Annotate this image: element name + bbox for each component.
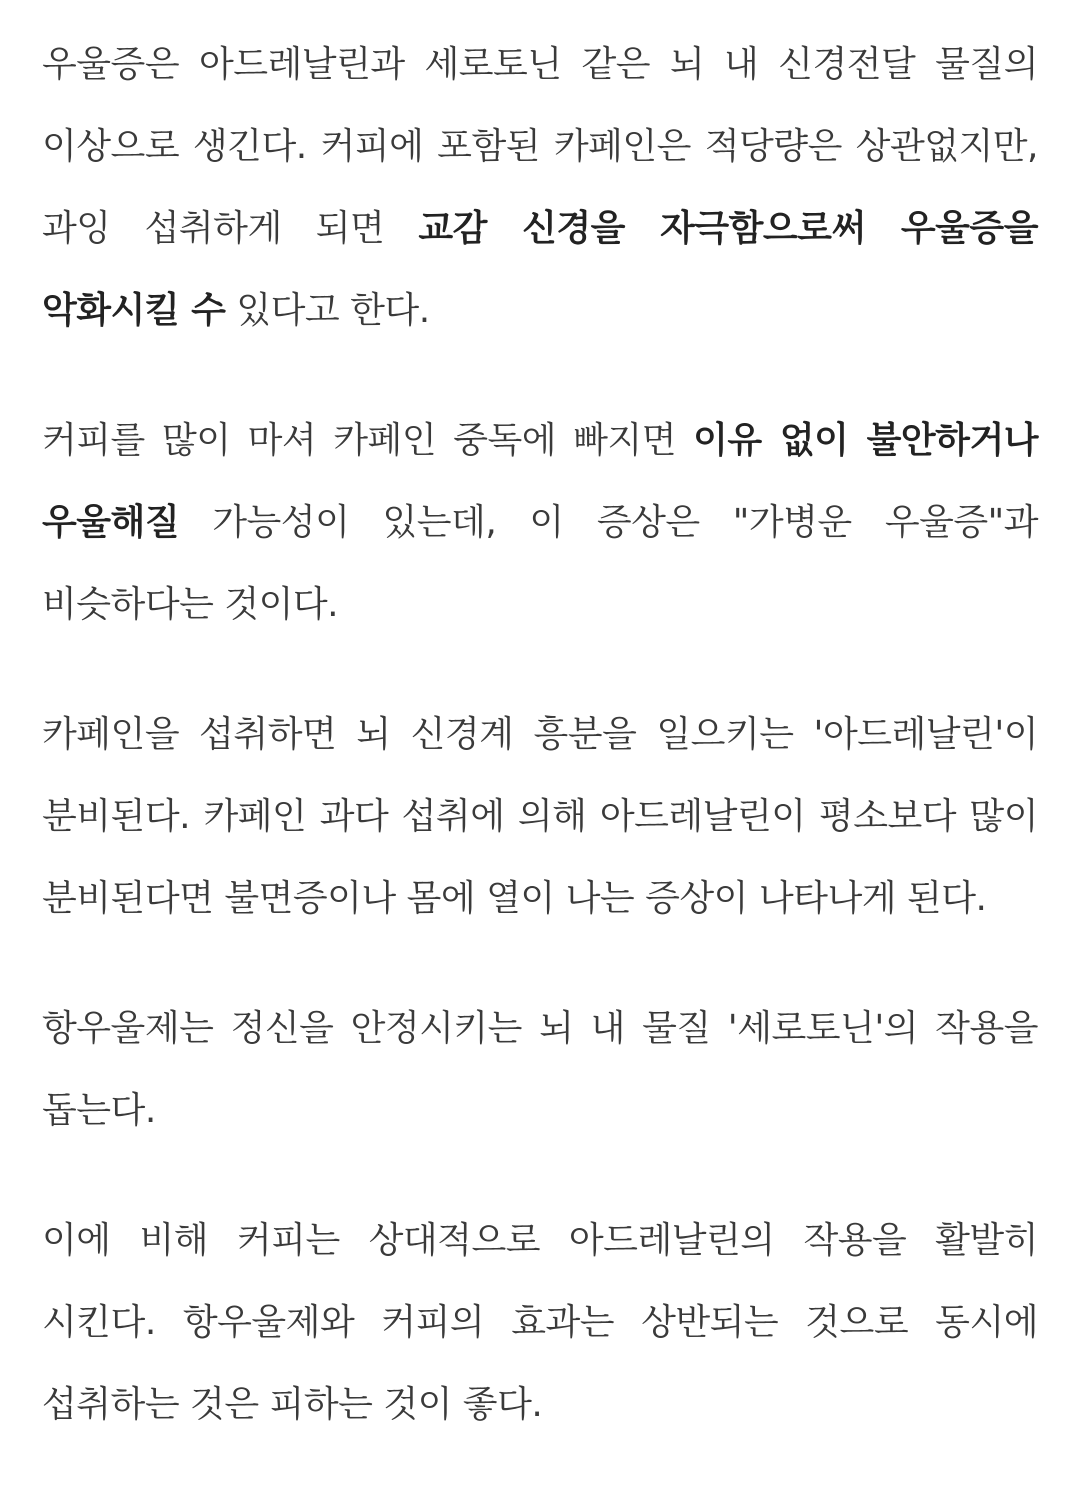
paragraph-text: 항우울제는 정신을 안정시키는 뇌 내 물질 '세로토닌'의 작용을 돕는다. <box>42 1008 1038 1131</box>
emphasized-text: 교감 신경을 자극함으로써 우울증을 악화시킬 수 <box>42 208 1038 331</box>
paragraph-1 <box>42 24 1038 352</box>
paragraph-3 <box>42 694 1038 940</box>
paragraph-text: 우울증은 아드레날린과 세로토닌 같은 뇌 내 신경전달 물질의 이상으로 생긴다. 커피에 포함된 카페인은 적당량은 상관없지만, 과잉 섭취하게 되면 <box>42 44 1038 249</box>
paragraph-text: 커피를 많이 마셔 카페인 중독에 빠지면 <box>42 420 694 461</box>
paragraph-2 <box>42 400 1038 646</box>
paragraph-5 <box>42 1200 1038 1446</box>
paragraph-text: 이에 비해 커피는 상대적으로 아드레날린의 작용을 활발히 시킨다. 항우울제와 커피의 효과는 상반되는 것으로 동시에 섭취하는 것은 피하는 것이 좋다. <box>42 1220 1038 1425</box>
article-body <box>42 24 1038 1446</box>
paragraph-text: 카페인을 섭취하면 뇌 신경계 흥분을 일으키는 '아드레날린'이 분비된다. 카페인 과다 섭취에 의해 아드레날린이 평소보다 많이 분비된다면 불면증이나 몸에 열이 나는 증상이 나타나게 된다. <box>42 714 1038 919</box>
paragraph-4 <box>42 988 1038 1152</box>
paragraph-text: 가능성이 있는데, 이 증상은 "가병운 우울증"과 비슷하다는 것이다. <box>42 502 1038 625</box>
emphasized-text: 이유 없이 불안하거나 우울해질 <box>42 420 1038 543</box>
paragraph-text: 있다고 한다. <box>225 290 430 331</box>
